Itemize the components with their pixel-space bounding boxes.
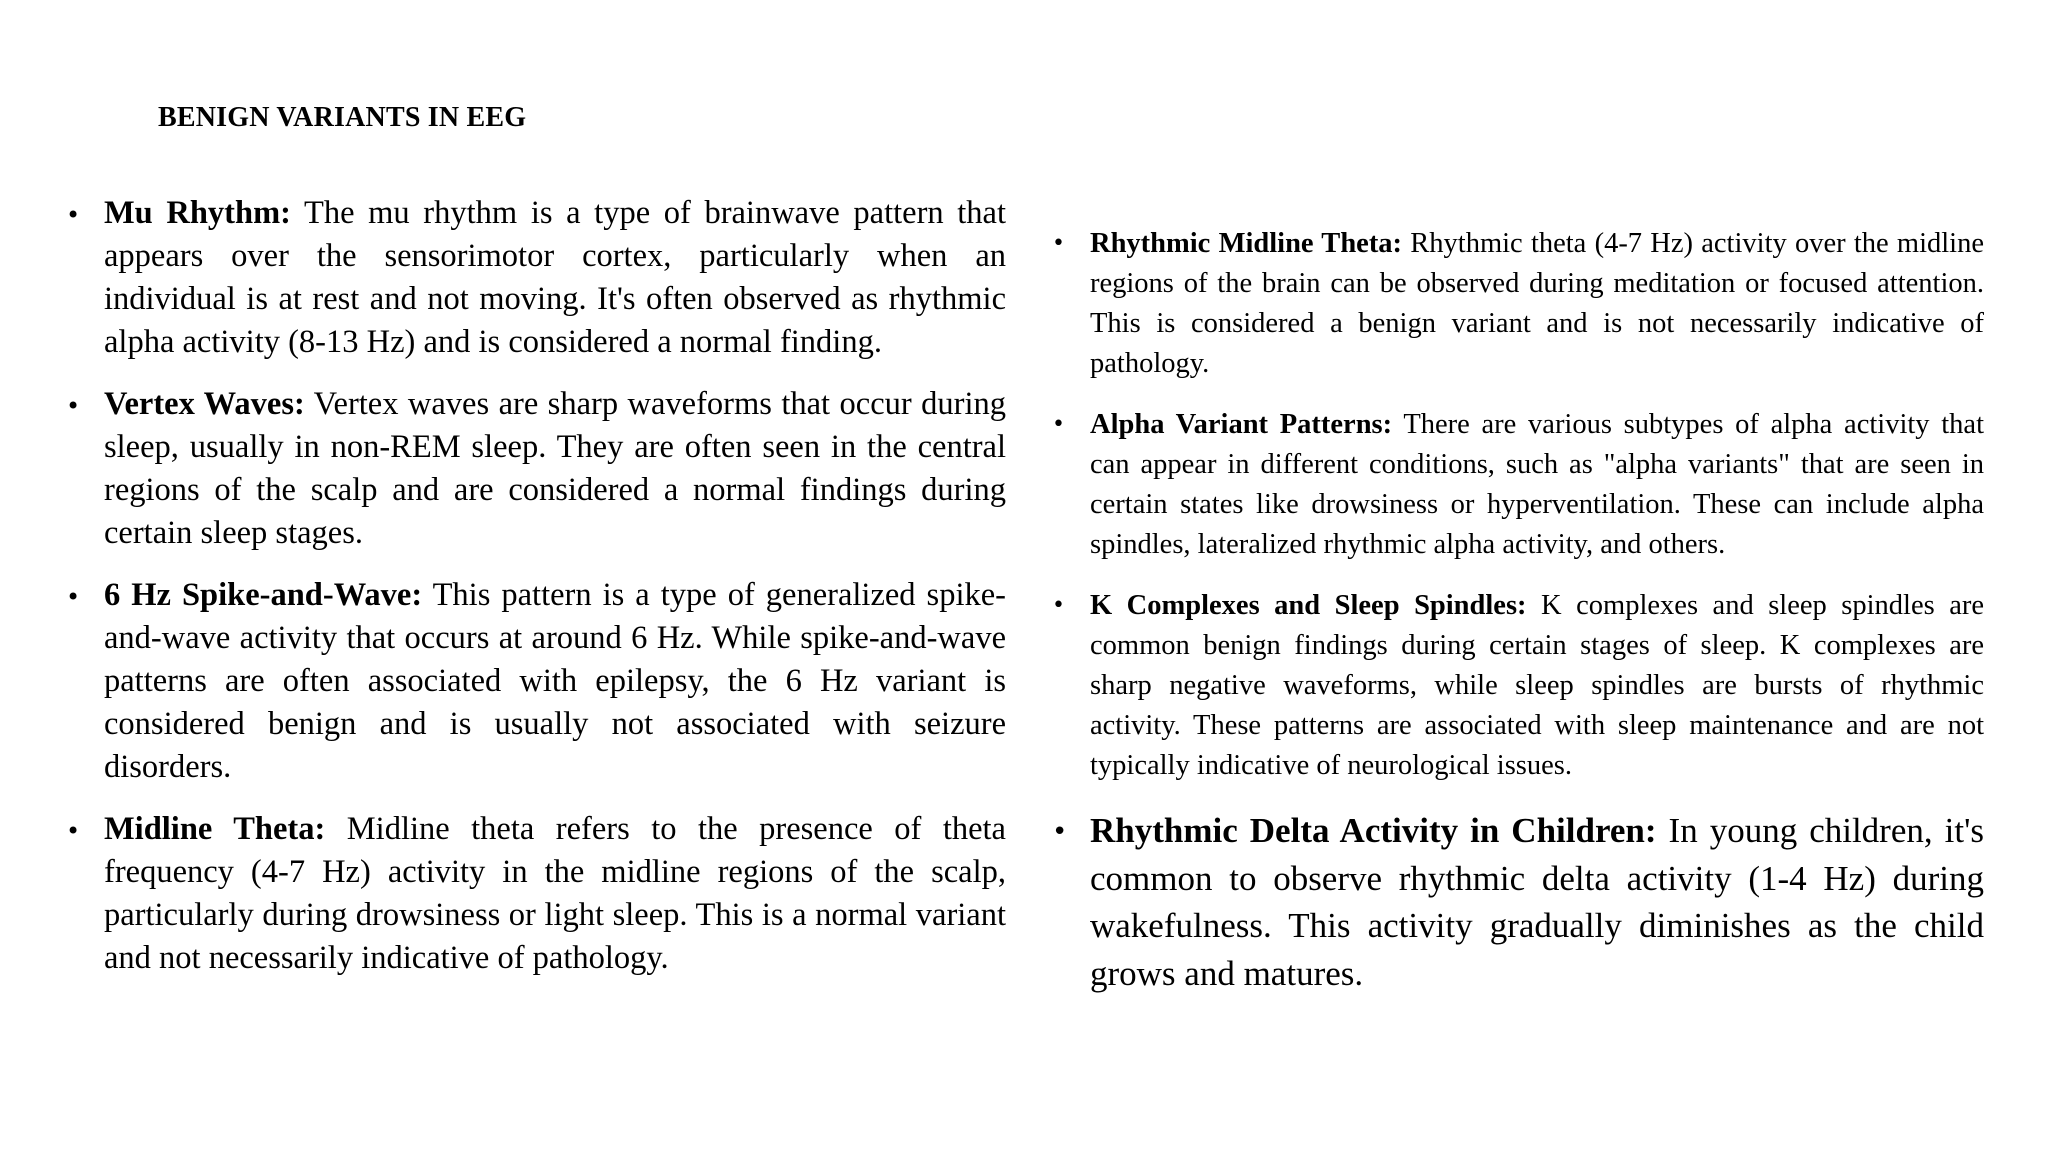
- bullet-icon: •: [66, 201, 81, 229]
- right-column-list: [1048, 224, 1984, 1018]
- bullet-icon: •: [1052, 231, 1065, 256]
- list-item-rhythmic-delta-children: [1048, 807, 1984, 997]
- item-text: Midline theta refers to the presence of theta frequency (4-7 Hz) activity in the midline regions of the scalp, particularly during drowsiness or light sleep. This is a normal variant and not necessarily indicative of pathology.: [104, 811, 1006, 976]
- bullet-icon: •: [1052, 593, 1065, 618]
- bullet-icon: •: [1052, 817, 1068, 847]
- item-text: In young children, it's common to observe rhythmic delta activity (1-4 Hz) during wakefulness. This activity gradually diminishes as the child grows and matures.: [1090, 811, 1984, 993]
- item-term: Rhythmic Delta Activity in Children:: [1090, 811, 1657, 850]
- item-text: Rhythmic theta (4-7 Hz) activity over the midline regions of the brain can be observed during meditation or focused attention. This is considered a benign variant and is not necessarily indicative of pathology.: [1090, 228, 1984, 379]
- item-term: Mu Rhythm:: [104, 195, 291, 231]
- list-item-6hz-spike-and-wave: [62, 574, 1006, 789]
- item-text: There are various subtypes of alpha activity that can appear in different conditions, such as "alpha variants" that are seen in certain states like drowsiness or hyperventilation. These can include alpha spindles, lateralized rhythmic alpha activity, and others.: [1090, 409, 1984, 560]
- item-term: Alpha Variant Patterns:: [1090, 409, 1393, 440]
- list-item-k-complexes-sleep-spindles: [1048, 586, 1984, 786]
- slide-title: BENIGN VARIANTS IN EEG: [158, 102, 527, 133]
- item-text: The mu rhythm is a type of brainwave pattern that appears over the sensorimotor cortex, particularly when an individual is at rest and not moving. It's often observed as rhythmic alpha activity (8-13 Hz) and is considered a normal finding.: [104, 195, 1006, 360]
- bullet-icon: •: [66, 392, 81, 420]
- item-text: Vertex waves are sharp waveforms that occur during sleep, usually in non-REM sleep. They are often seen in the central regions of the scalp and are considered a normal findings during certain sleep stages.: [104, 386, 1006, 551]
- item-term: K Complexes and Sleep Spindles:: [1090, 590, 1527, 621]
- item-term: Midline Theta:: [104, 811, 326, 847]
- item-text: This pattern is a type of generalized spike-and-wave activity that occurs at around 6 Hz. While spike-and-wave patterns are often associated with epilepsy, the 6 Hz variant is considered benign and is usually not associated with seizure disorders.: [104, 577, 1006, 785]
- list-item-midline-theta: [62, 808, 1006, 980]
- item-term: Vertex Waves:: [104, 386, 305, 422]
- list-item-rhythmic-midline-theta: [1048, 224, 1984, 384]
- item-text: K complexes and sleep spindles are common benign findings during certain stages of sleep. K complexes are sharp negative waveforms, while sleep spindles are bursts of rhythmic activity. These patterns are associated with sleep maintenance and are not typically indicative of neurological issues.: [1090, 590, 1984, 781]
- item-term: Rhythmic Midline Theta:: [1090, 228, 1403, 259]
- bullet-icon: •: [66, 583, 81, 611]
- bullet-icon: •: [1052, 412, 1065, 437]
- bullet-icon: •: [66, 817, 81, 845]
- left-column-list: [62, 192, 1006, 999]
- list-item-alpha-variant-patterns: [1048, 405, 1984, 565]
- item-term: 6 Hz Spike-and-Wave:: [104, 577, 423, 613]
- list-item-vertex-waves: [62, 383, 1006, 555]
- list-item-mu-rhythm: [62, 192, 1006, 364]
